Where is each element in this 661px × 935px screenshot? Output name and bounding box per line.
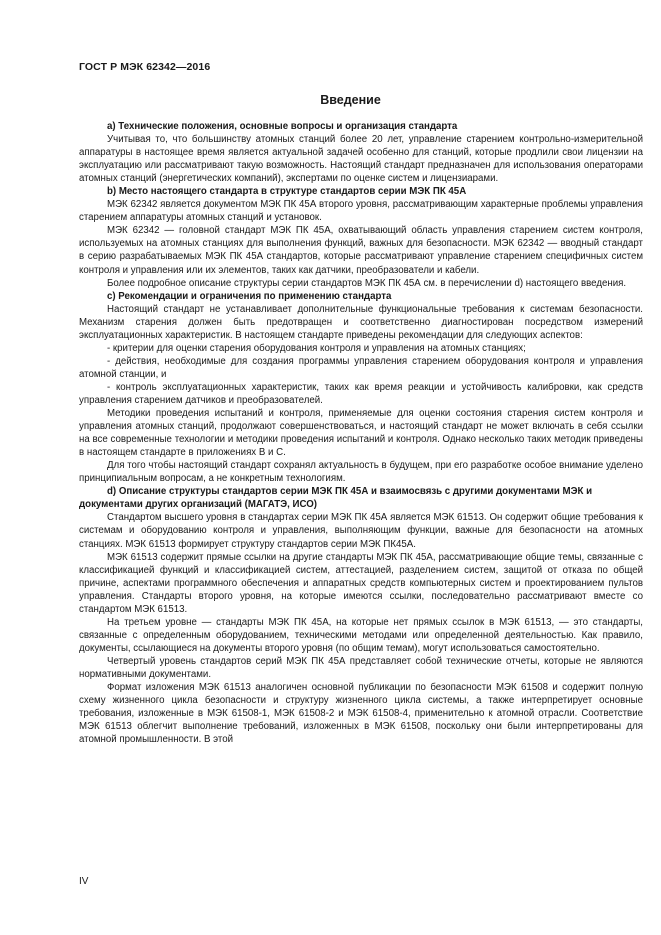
list-item: - критерии для оценки старения оборудования контроля и управления на атомных станциях;	[107, 342, 526, 354]
paragraph: МЭК 61513 содержит прямые ссылки на другие стандарты МЭК ПК 45А, рассматривающие общие темы, связанные с классификацией функций и классификацией систем, аттестацией, разделением систем, защитой от отказа по общей причине, аспектами программного обеспечения и аппаратных средств компьютерных систем и проектированием пультов управления. Стандарты второго уровня, на которые имеются ссылки, последовательно рассматривают вместе со стандартом МЭК 61513.	[79, 551, 643, 615]
page-number: IV	[79, 876, 89, 887]
paragraph: Методики проведения испытаний и контроля, применяемые для оценки состояния старения систем контроля и управления атомных станций, продолжают совершенствоваться, и настоящий стандарт не может включать в себя ссылки на все современные технологии и методики проведения испытаний и контроля. Однако несколько таких методик приведены в настоящем стандарте в приложениях В и С.	[79, 408, 643, 459]
section-heading: b) Место настоящего стандарта в структуре стандартов серии МЭК ПК 45А	[107, 186, 467, 198]
section-heading: с) Рекомендации и ограничения по применению стандарта	[107, 290, 392, 302]
paragraph: Четвертый уровень стандартов серий МЭК ПК 45А представляет собой технические отчеты, которые не являются нормативными документами.	[79, 655, 643, 680]
paragraph: Учитывая то, что большинству атомных станций более 20 лет, управление старением контрольно-измерительной аппаратуры в настоящее время является актуальной задачей особенно для станций, которые продлили свои лицензии на эксплуатацию или рассматривают такую возможность. Настоящий стандарт предназначен для использования операторами атомных станций (энергетических компаний), экспертами по оценке систем и лицензиарами.	[79, 134, 643, 185]
paragraph: Настоящий стандарт не устанавливает дополнительные функциональные требования к системам безопасности. Механизм старения должен быть предотвращен и соответственно диагностирован посредством измерений эксплуатационных характеристик. В настоящем стандарте приведены рекомендации для следующих аспектов:	[79, 303, 643, 341]
section-title: Введение	[320, 93, 381, 107]
paragraph: Формат изложения МЭК 61513 аналогичен основной публикации по безопасности МЭК 61508 и содержит полную схему жизненного цикла безопасности и структуру жизненного цикла системы, а также интерпретирует основные требования, изложенные в МЭК 61508-1, МЭК 61508-2 и МЭК 61508-4, применительно к атомной отрасли. Соответствие МЭК 61513 облегчит выполнение требований, изложенных в МЭК 61508, поскольку они были интерпретированы для атомной промышленности. В этой	[79, 682, 643, 746]
paragraph: Стандартом высшего уровня в стандартах серии МЭК ПК 45А является МЭК 61513. Он содержит общие требования к системам и оборудованию контроля и управления, выполняющим функции, важные для безопасности на атомных станциях. МЭК 61513 формирует структуру стандартов серии МЭК ПК45А.	[79, 512, 643, 550]
paragraph: Более подробное описание структуры серии стандартов МЭК ПК 45А см. в перечислении d) настоящего введения.	[107, 277, 627, 289]
list-item: - контроль эксплуатационных характеристик, таких как время реакции и устойчивость калибровки, как средств управления старением датчиков и преобразователей.	[79, 381, 643, 406]
paragraph: МЭК 62342 является документом МЭК ПК 45А второго уровня, рассматривающим характерные проблемы управления старением аппаратуры атомных станций и установок.	[79, 199, 643, 224]
document-body	[79, 120, 643, 746]
paragraph: МЭК 62342 — головной стандарт МЭК ПК 45А, охватывающий область управления старением систем контроля, используемых на атомных станциях для выполнения функций, важных для безопасности. МЭК 62342 — вводный стандарт в серию разрабатываемых МЭК ПК 45А стандартов, которые рассматривают управление старением специфичных систем контроля и управления или их элементов, таких как датчики, преобразователи и кабели.	[79, 225, 643, 276]
paragraph: Для того чтобы настоящий стандарт сохранял актуальность в будущем, при его разработке особое внимание уделено принципиальным вопросам, а не конкретным технологиям.	[79, 460, 643, 485]
section-heading: а) Технические положения, основные вопросы и организация стандарта	[107, 121, 458, 132]
standard-header: ГОСТ Р МЭК 62342—2016	[79, 61, 211, 73]
section-heading: d) Описание структуры стандартов серии МЭК ПК 45А и взаимосвязь с другими документами МЭК и документами других организаций (МАГАТЭ, ИСО)	[79, 486, 593, 511]
paragraph: На третьем уровне — стандарты МЭК ПК 45А, на которые нет прямых ссылок в МЭК 61513, — это стандарты, связанные с определенным оборудованием, техническими методами или определенной деятельностью. Как правило, документы, ссылающиеся на документы второго уровня (по общим темам), могут использоваться самостоятельно.	[79, 616, 643, 654]
list-item: - действия, необходимые для создания программы управления старением оборудования контроля и управления атомной станции, и	[79, 355, 643, 380]
